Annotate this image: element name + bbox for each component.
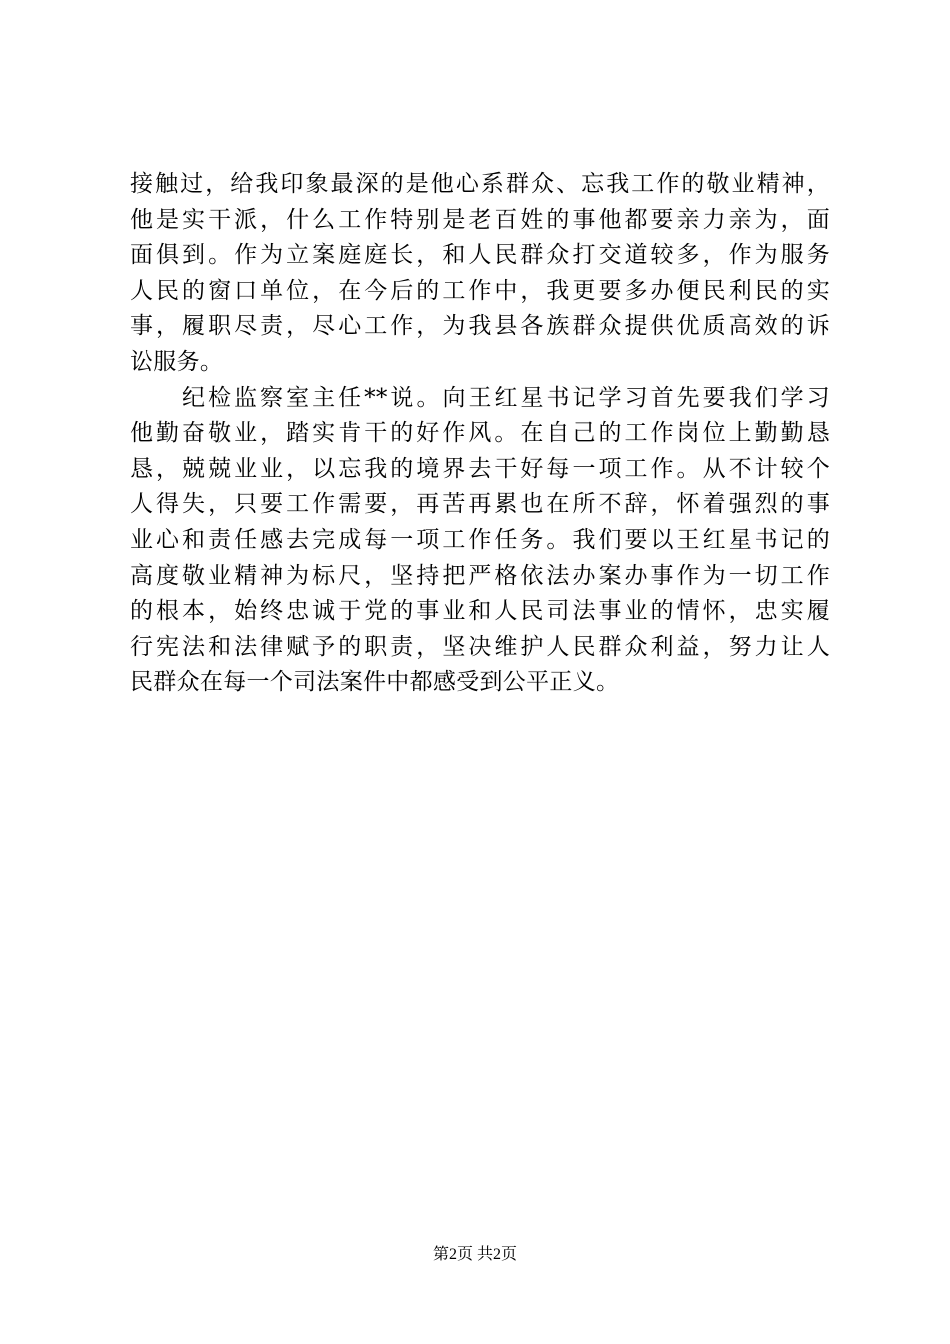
text-line: 人得失，只要工作需要，再苦再累也在所不辞，怀着强烈的事	[130, 491, 830, 518]
text-line: 他勤奋敬业，踏实肯干的好作风。在自己的工作岗位上勤勤恳	[130, 420, 830, 447]
text-line: 他是实干派，什么工作特别是老百姓的事他都要亲力亲为，面	[130, 206, 830, 233]
text-line: 民群众在每一个司法案件中都感受到公平正义。	[130, 669, 620, 696]
text-line: 面俱到。作为立案庭庭长，和人民群众打交道较多，作为服务	[130, 242, 830, 269]
text-line: 讼服务。	[130, 348, 224, 375]
text-line: 接触过，给我印象最深的是他心系群众、忘我工作的敬业精神，	[130, 171, 830, 197]
paragraph-first-line: 纪检监察室主任**说。向王红星书记学习首先要我们学习	[182, 384, 830, 411]
text-line: 事，履职尽责，尽心工作，为我县各族群众提供优质高效的诉	[130, 313, 830, 340]
text-line: 高度敬业精神为标尺，坚持把严格依法办案办事作为一切工作	[130, 562, 830, 589]
text-line: 的根本，始终忠诚于党的事业和人民司法事业的情怀，忠实履	[130, 598, 830, 625]
text-line: 人民的窗口单位，在今后的工作中，我更要多办便民利民的实	[130, 277, 830, 304]
body-text	[130, 167, 830, 701]
text-line: 业心和责任感去完成每一项工作任务。我们要以王红星书记的	[130, 526, 830, 553]
text-line: 行宪法和法律赋予的职责，坚决维护人民群众利益，努力让人	[130, 633, 830, 660]
page-number-footer: 第2页 共2页	[432, 1246, 517, 1263]
text-line: 恳，兢兢业业，以忘我的境界去干好每一项工作。从不计较个	[130, 455, 830, 482]
